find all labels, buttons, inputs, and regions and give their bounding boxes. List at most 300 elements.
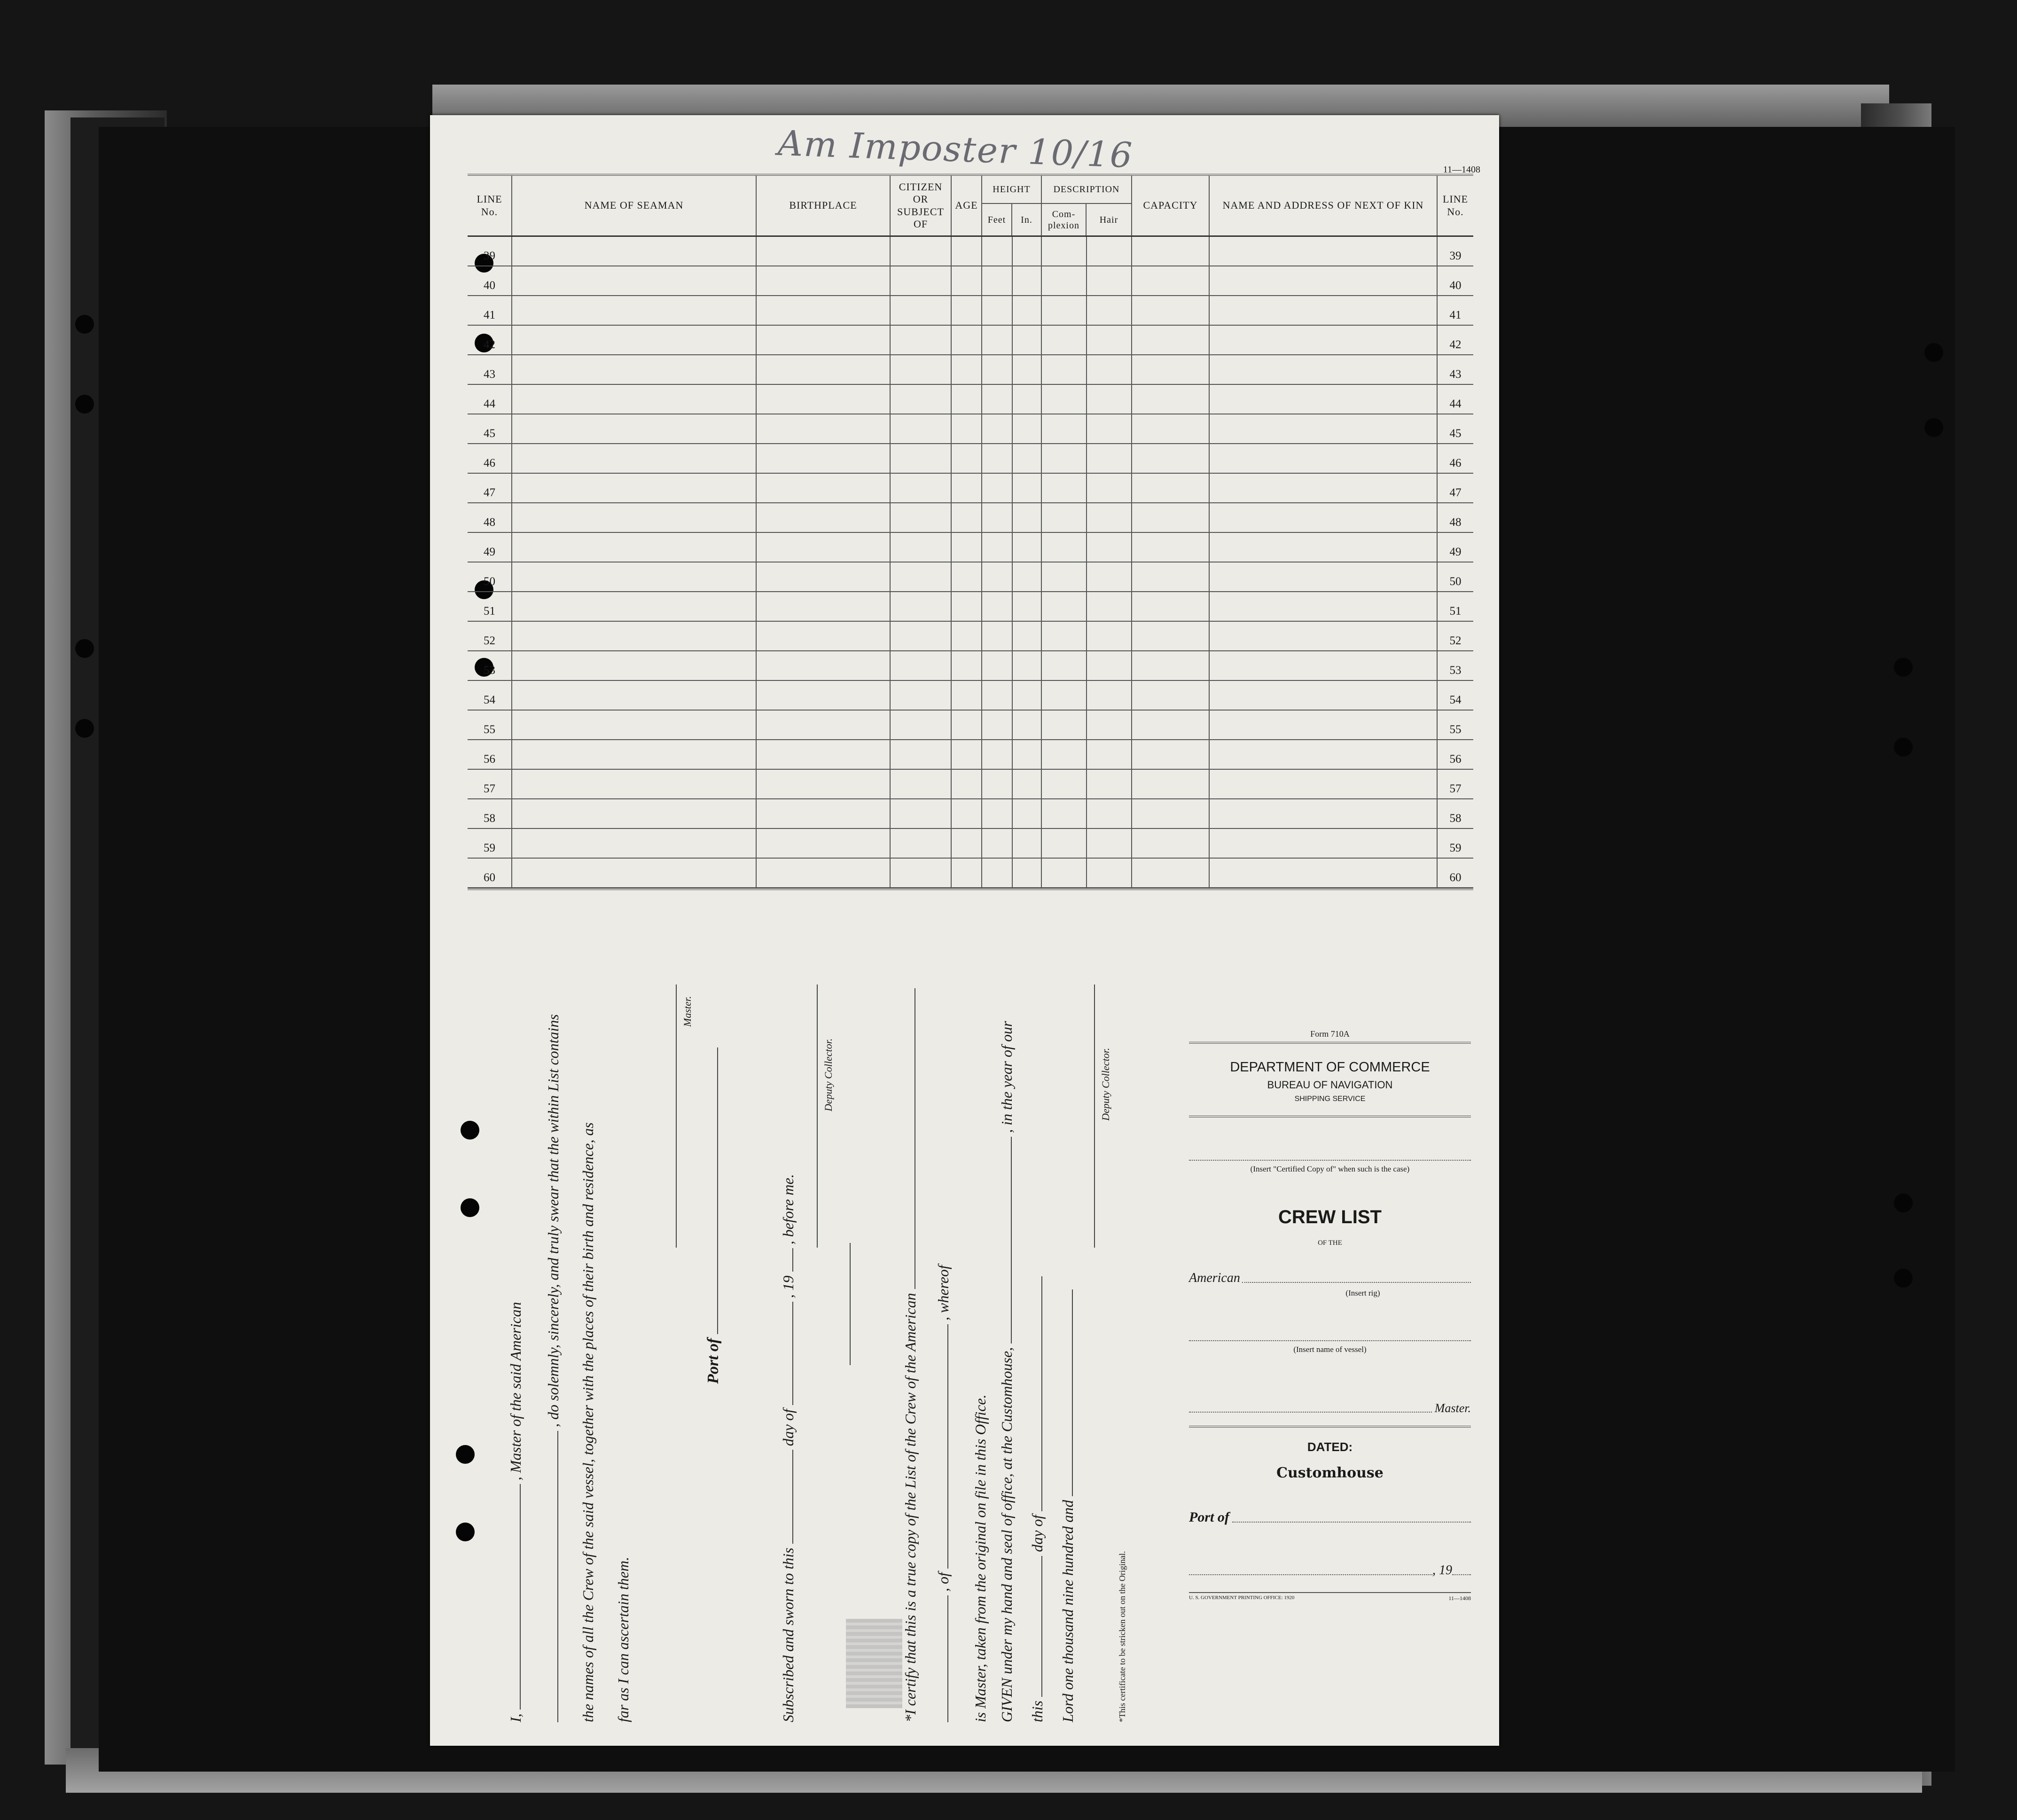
table-cell [757,355,891,384]
table-cell [982,414,1013,443]
given-blank [998,1137,1012,1344]
master-line [1189,1412,1432,1413]
table-cell [757,296,891,325]
table-cell [891,414,952,443]
table-cell [512,562,757,591]
table-cell [1132,474,1210,502]
nineteen-text: , 19 [780,1275,797,1298]
table-cell [1087,414,1132,443]
table-cell [1087,562,1132,591]
deputy-signature-line [817,984,818,1248]
certify-of-blank [934,1324,948,1569]
table-row [468,266,1473,296]
line-number: 43 [468,355,512,384]
certify-name-blank [934,1595,948,1722]
year-label: , 19 [1432,1563,1452,1578]
vessel-name-line [1189,1340,1471,1341]
header-description: DESCRIPTION [1042,176,1131,204]
table-cell [1013,326,1042,354]
certified-copy-line [1189,1160,1471,1161]
crew-table [468,174,1473,890]
table-cell [891,444,952,473]
punch-hole [1894,738,1913,757]
table-cell [1087,326,1132,354]
table-cell [891,711,952,739]
table-cell [1210,770,1438,798]
table-cell [982,592,1013,621]
table-cell [952,562,982,591]
header-line-no-right: LINE No. [1442,193,1469,218]
table-cell [1087,266,1132,295]
line-number: 55 [468,711,512,739]
table-row [468,385,1473,414]
of-the-label: OF THE [1318,1239,1342,1247]
oath-i: I, [507,1713,524,1722]
line-number-right: 54 [1449,694,1462,706]
table-cell [952,266,982,295]
punch-hole [1894,1269,1913,1288]
table-cell [1132,355,1210,384]
table-cell [1042,414,1087,443]
table-cell [1087,622,1132,650]
oath-line1: , Master of the said American [507,1302,524,1481]
table-cell [1013,414,1042,443]
vessel-blank [544,1431,558,1722]
table-cell [952,770,982,798]
before-me-text: , before me. [780,1174,797,1245]
table-cell [1013,681,1042,710]
oath-section [507,980,1132,1722]
table-cell [982,651,1013,680]
table-cell [512,829,757,858]
port-line [1232,1522,1471,1523]
table-cell [891,237,952,266]
table-cell [1210,681,1438,710]
line-number-right: 58 [1449,812,1462,825]
table-cell [1013,829,1042,858]
table-cell [1042,681,1087,710]
printer-note: U. S. GOVERNMENT PRINTING OFFICE: 1920 [1189,1595,1295,1601]
insert-rig-note: (Insert rig) [1345,1289,1380,1297]
table-cell [982,266,1013,295]
table-cell [982,711,1013,739]
punch-hole [1894,658,1913,677]
header-age: AGE [952,176,982,235]
year-blank [779,1248,793,1272]
line-number-right: 53 [1449,664,1462,677]
header-inches: In. [1021,214,1032,225]
table-cell [982,681,1013,710]
table-cell [1013,474,1042,502]
table-cell [1210,503,1438,532]
table-cell [1132,503,1210,532]
port-blank [704,1047,718,1334]
table-cell [952,385,982,414]
port-of-label: Port of [704,1338,722,1384]
table-cell [512,237,757,266]
table-cell [757,651,891,680]
table-cell [952,326,982,354]
table-cell [952,622,982,650]
line-number-right: 60 [1449,871,1462,884]
master-label: Master. [1434,1401,1471,1415]
table-cell [952,859,982,887]
table-cell [757,266,891,295]
table-cell [1132,296,1210,325]
table-cell [891,829,952,858]
table-cell [1132,859,1210,887]
table-row [468,474,1473,503]
table-cell [982,859,1013,887]
lord-line: Lord one thousand nine hundred and [1059,1500,1076,1722]
table-cell [982,622,1013,650]
table-cell [1042,711,1087,739]
table-cell [952,237,982,266]
table-cell [512,266,757,295]
subscribed-text: Subscribed and sworn to this [780,1547,797,1722]
table-cell [1013,503,1042,532]
table-cell [1042,237,1087,266]
header-feet: Feet [982,204,1012,235]
table-cell [512,770,757,798]
punch-hole [75,719,94,738]
certify-line1: *I certify that this is a true copy of the List of the Crew of the American [902,1293,919,1722]
table-cell [757,474,891,502]
line-number-right: 43 [1449,368,1462,381]
table-cell [1132,326,1210,354]
table-cell [757,681,891,710]
table-cell [982,562,1013,591]
line-number-right: 52 [1449,634,1462,647]
table-cell [757,799,891,828]
insert-vessel-note: (Insert name of vessel) [1293,1345,1367,1354]
table-cell [757,326,891,354]
form-number: Form 710A [1310,1029,1350,1039]
punch-hole [456,1445,475,1464]
lord-blank [1059,1289,1073,1496]
line-number-right: 55 [1449,723,1462,736]
table-cell [982,355,1013,384]
table-header [468,176,1473,237]
table-row [468,296,1473,326]
line-number-right: 51 [1449,605,1462,617]
table-cell [952,829,982,858]
table-cell [1013,355,1042,384]
table-cell [982,503,1013,532]
table-cell [1042,266,1087,295]
table-cell [891,859,952,887]
punch-hole [1924,418,1943,437]
table-cell [1042,622,1087,650]
table-cell [1210,326,1438,354]
deputy-collector-label: Deputy Collector. [822,1038,834,1111]
table-cell [512,651,757,680]
table-cell [512,533,757,562]
table-cell [512,326,757,354]
line-number: 60 [468,859,512,887]
header-description-group [1042,176,1132,235]
table-cell [952,533,982,562]
table-cell [1210,444,1438,473]
month-blank [779,1302,793,1405]
table-row [468,503,1473,533]
department-name: DEPARTMENT OF COMMERCE [1230,1060,1430,1075]
table-cell [1210,385,1438,414]
table-cell [1013,651,1042,680]
table-cell [952,799,982,828]
table-cell [1013,533,1042,562]
line-number-right: 59 [1449,842,1462,854]
table-cell [1210,651,1438,680]
line-number-right: 49 [1449,546,1462,558]
table-cell [1210,414,1438,443]
table-cell [891,533,952,562]
table-cell [1210,237,1438,266]
oath-line4: far as I can ascertain them. [615,1557,632,1722]
table-cell [1210,562,1438,591]
table-cell [1013,562,1042,591]
master-signature-line [676,984,677,1248]
table-row [468,651,1473,681]
table-cell [1210,355,1438,384]
line-number-right: 46 [1449,457,1462,469]
table-row [468,237,1473,266]
header-hair: Hair [1099,214,1118,225]
customhouse-label: Customhouse [1276,1465,1384,1481]
table-cell [891,355,952,384]
dated-label: DATED: [1307,1440,1353,1454]
table-cell [952,414,982,443]
table-cell [891,592,952,621]
table-cell [1042,562,1087,591]
table-cell [891,740,952,769]
line-number: 57 [468,770,512,798]
line-number: 48 [468,503,512,532]
table-cell [1132,444,1210,473]
table-cell [1042,651,1087,680]
line-number-right: 42 [1449,338,1462,351]
year-line [1452,1574,1471,1575]
header-birthplace: BIRTHPLACE [757,176,891,235]
table-cell [1087,592,1132,621]
certify-vessel-blank [901,988,915,1289]
table-row [468,829,1473,859]
table-cell [757,444,891,473]
table-cell [952,355,982,384]
table-cell [1013,859,1042,887]
table-cell [512,296,757,325]
table-cell [512,799,757,828]
table-cell [1042,859,1087,887]
rig-line [1242,1282,1471,1283]
line-number: 51 [468,592,512,621]
table-cell [757,562,891,591]
table-cell [1132,533,1210,562]
table-cell [1210,740,1438,769]
table-cell [1210,859,1438,887]
table-row [468,533,1473,562]
punch-hole [75,639,94,658]
line-number: 42 [468,326,512,354]
table-cell [1013,237,1042,266]
day-blank [779,1450,793,1544]
table-cell [1210,711,1438,739]
oath-line3: the names of all the Crew of the said vessel, together with the places of their birth and residence, as [579,1122,596,1722]
table-cell [1013,296,1042,325]
line-number-right: 41 [1449,309,1462,321]
table-cell [982,326,1013,354]
table-cell [1013,711,1042,739]
table-cell [1210,266,1438,295]
table-cell [1042,533,1087,562]
table-cell [1132,799,1210,828]
table-cell [1042,770,1087,798]
header-height-group [982,176,1042,235]
table-cell [512,711,757,739]
table-cell [982,829,1013,858]
table-cell [1210,533,1438,562]
table-cell [1013,444,1042,473]
line-number: 46 [468,444,512,473]
table-cell [982,770,1013,798]
punch-hole [461,1121,479,1140]
table-cell [1210,474,1438,502]
table-cell [1013,592,1042,621]
table-cell [1042,385,1087,414]
table-cell [952,503,982,532]
date-line [1189,1574,1432,1575]
table-cell [1042,592,1087,621]
table-cell [1087,740,1132,769]
table-cell [982,385,1013,414]
crew-list-title: CREW LIST [1278,1207,1382,1227]
table-cell [512,355,757,384]
deputy-signature-line-2 [1094,984,1095,1248]
table-cell [891,770,952,798]
line-number: 54 [468,681,512,710]
table-cell [1042,355,1087,384]
footnote: *This certificate to be stricken out on the Original. [1118,1551,1127,1722]
table-cell [1013,622,1042,650]
given-year: , in the year of our [998,1021,1015,1133]
punch-hole [456,1523,475,1541]
table-cell [891,651,952,680]
deputy-collector-label-2: Deputy Collector. [1100,1047,1111,1121]
table-cell [891,681,952,710]
table-cell [1013,266,1042,295]
table-cell [1132,681,1210,710]
header-name: NAME OF SEAMAN [512,176,757,235]
table-cell [1210,622,1438,650]
table-cell [1087,799,1132,828]
table-cell [1087,503,1132,532]
table-cell [1042,829,1087,858]
table-cell [1132,770,1210,798]
table-cell [1087,355,1132,384]
table-row [468,562,1473,592]
table-cell [1042,296,1087,325]
header-next-of-kin: NAME AND ADDRESS OF NEXT OF KIN [1210,176,1438,235]
header-complexion: Com-plexion [1042,204,1087,235]
table-cell [1210,829,1438,858]
table-cell [891,385,952,414]
table-cell [757,859,891,887]
punch-hole [1924,343,1943,362]
table-cell [757,237,891,266]
line-number-right: 57 [1449,782,1462,795]
table-cell [1132,385,1210,414]
table-cell [1013,385,1042,414]
table-cell [891,296,952,325]
table-cell [1087,651,1132,680]
table-cell [891,266,952,295]
table-cell [757,770,891,798]
table-cell [512,681,757,710]
table-row [468,770,1473,799]
table-cell [1132,651,1210,680]
this-blank [1028,1556,1042,1697]
table-body [468,237,1473,888]
table-row [468,799,1473,829]
table-cell [1087,859,1132,887]
table-cell [952,740,982,769]
punch-hole [75,315,94,334]
table-cell [757,829,891,858]
table-cell [757,533,891,562]
table-cell [1087,711,1132,739]
table-cell [512,414,757,443]
line-number: 39 [468,237,512,266]
table-cell [1132,622,1210,650]
table-cell [512,474,757,502]
table-cell [1132,711,1210,739]
line-number: 59 [468,829,512,858]
table-cell [512,622,757,650]
table-cell [1042,444,1087,473]
line-number: 41 [468,296,512,325]
table-cell [1013,740,1042,769]
table-row [468,711,1473,740]
table-cell [952,651,982,680]
handwritten-note: Am Imposter 10/16 [777,123,1134,176]
table-cell [1042,503,1087,532]
service-name: SHIPPING SERVICE [1294,1095,1366,1103]
oath-line2: , do solemnly, sincerely, and truly swear that the within List contains [545,1014,562,1427]
line-number-right: 56 [1449,753,1462,765]
form-code-top: 11—1408 [1443,164,1480,175]
table-cell [891,503,952,532]
table-cell [512,859,757,887]
table-cell [1210,296,1438,325]
this-label: this [1029,1700,1046,1722]
table-cell [952,444,982,473]
american-label: American [1189,1271,1240,1285]
table-cell [1132,829,1210,858]
table-cell [1042,740,1087,769]
table-cell [952,592,982,621]
line-number: 50 [468,562,512,591]
line-number-right: 44 [1449,398,1462,410]
table-cell [891,562,952,591]
table-cell [982,237,1013,266]
line-number-right: 50 [1449,575,1462,588]
day-label: day of [1029,1515,1046,1552]
table-row [468,859,1473,888]
line-number-right: 45 [1449,427,1462,440]
table-cell [891,799,952,828]
table-cell [1210,592,1438,621]
table-cell [757,740,891,769]
